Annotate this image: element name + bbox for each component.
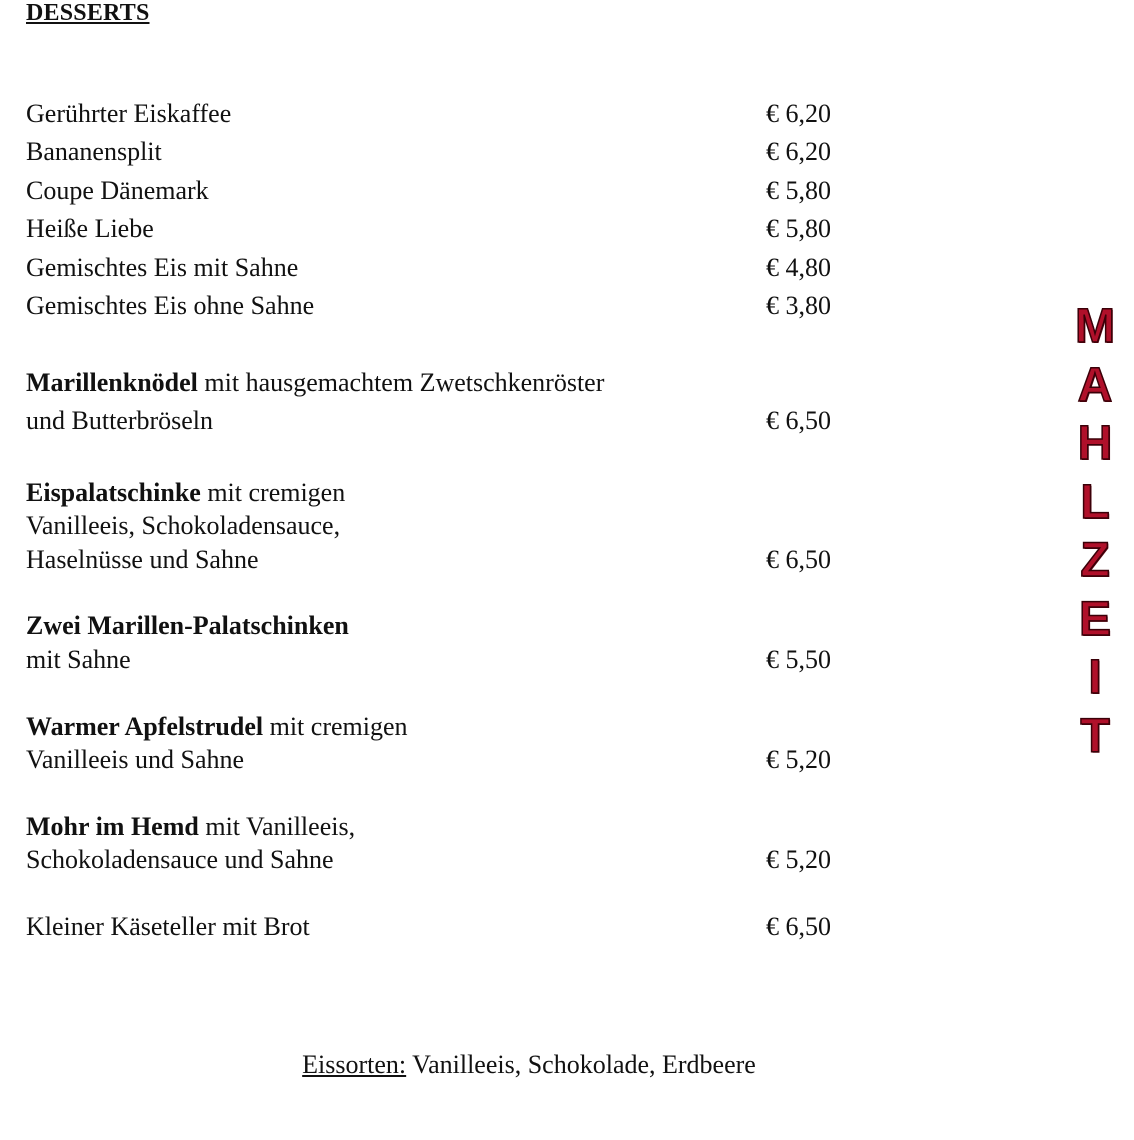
item-price: € 5,20 <box>766 845 831 874</box>
item-price: € 6,20 <box>766 99 831 128</box>
item-description: Vanilleeis, Schokoladensauce, <box>26 511 341 540</box>
logo-letter: I <box>1088 651 1102 704</box>
menu-item-description-line <box>26 743 846 777</box>
logo-letter: A <box>1077 358 1113 412</box>
item-price: € 6,50 <box>766 545 831 574</box>
item-name: Zwei Marillen-Palatschinken <box>26 611 349 640</box>
page-title: DESSERTS <box>26 0 150 26</box>
item-description: mit cremigen <box>263 712 408 741</box>
logo-letter: L <box>1080 475 1110 529</box>
menu-item-description-line <box>26 404 846 438</box>
item-price: € 3,80 <box>766 291 831 320</box>
item-name: Gerührter Eiskaffee <box>26 99 232 128</box>
item-description: mit hausgemachtem Zwetschkenröster <box>197 368 605 397</box>
item-description: mit Vanilleeis, <box>198 812 356 841</box>
item-name: Gemischtes Eis ohne Sahne <box>26 291 315 320</box>
logo-letter: E <box>1078 592 1111 646</box>
menu-item <box>26 174 846 208</box>
item-description: Haselnüsse und Sahne <box>26 545 259 574</box>
item-description: mit Sahne <box>26 645 131 674</box>
item-name: Gemischtes Eis mit Sahne <box>26 253 299 282</box>
item-name: Mohr im Hemd <box>26 812 199 841</box>
item-price: € 5,20 <box>766 745 831 774</box>
menu-item-description-line <box>26 543 846 577</box>
menu-item <box>26 289 846 323</box>
menu-item-title-line <box>26 609 846 643</box>
menu-item-title-line <box>26 366 846 400</box>
item-name: Heiße Liebe <box>26 214 154 243</box>
ice-flavours-note <box>0 1048 1058 1082</box>
item-name: Warmer Apfelstrudel <box>26 712 264 741</box>
item-name: Eispalatschinke <box>26 478 201 507</box>
menu-item-description-line <box>26 643 846 677</box>
menu-item <box>26 251 846 285</box>
menu-item-description-line <box>26 843 846 877</box>
menu-item <box>26 212 846 246</box>
item-price: € 6,20 <box>766 137 831 166</box>
item-name: Marillenknödel <box>26 368 198 397</box>
item-description: Vanilleeis und Sahne <box>26 745 245 774</box>
item-name: Kleiner Käseteller mit Brot <box>26 912 310 941</box>
menu-item-title-line <box>26 476 846 510</box>
menu-item <box>26 135 846 169</box>
logo-letter: Z <box>1080 534 1110 587</box>
item-description: mit cremigen <box>200 478 346 507</box>
vertical-logo-word <box>1070 298 1120 766</box>
item-name: Bananensplit <box>26 137 162 166</box>
logo-letter: M <box>1075 300 1115 353</box>
item-price: € 4,80 <box>766 253 831 282</box>
item-price: € 6,50 <box>766 912 831 941</box>
menu-item-title-line <box>26 710 846 744</box>
ice-flavours-list: Vanilleeis, Schokolade, Erdbeere <box>406 1050 756 1079</box>
menu-item-description-line <box>26 509 846 543</box>
item-price: € 6,50 <box>766 406 831 435</box>
ice-flavours-label: Eissorten: <box>302 1050 407 1079</box>
logo-letter: H <box>1077 417 1113 470</box>
menu-item-title-line <box>26 810 846 844</box>
item-price: € 5,80 <box>766 176 831 205</box>
menu-item <box>26 97 846 131</box>
item-price: € 5,80 <box>766 214 831 243</box>
menu-item <box>26 910 846 944</box>
item-description: und Butterbröseln <box>26 406 214 435</box>
item-name: Coupe Dänemark <box>26 176 209 205</box>
item-price: € 5,50 <box>766 645 831 674</box>
item-description: Schokoladensauce und Sahne <box>26 845 334 874</box>
logo-letter: T <box>1080 709 1110 763</box>
